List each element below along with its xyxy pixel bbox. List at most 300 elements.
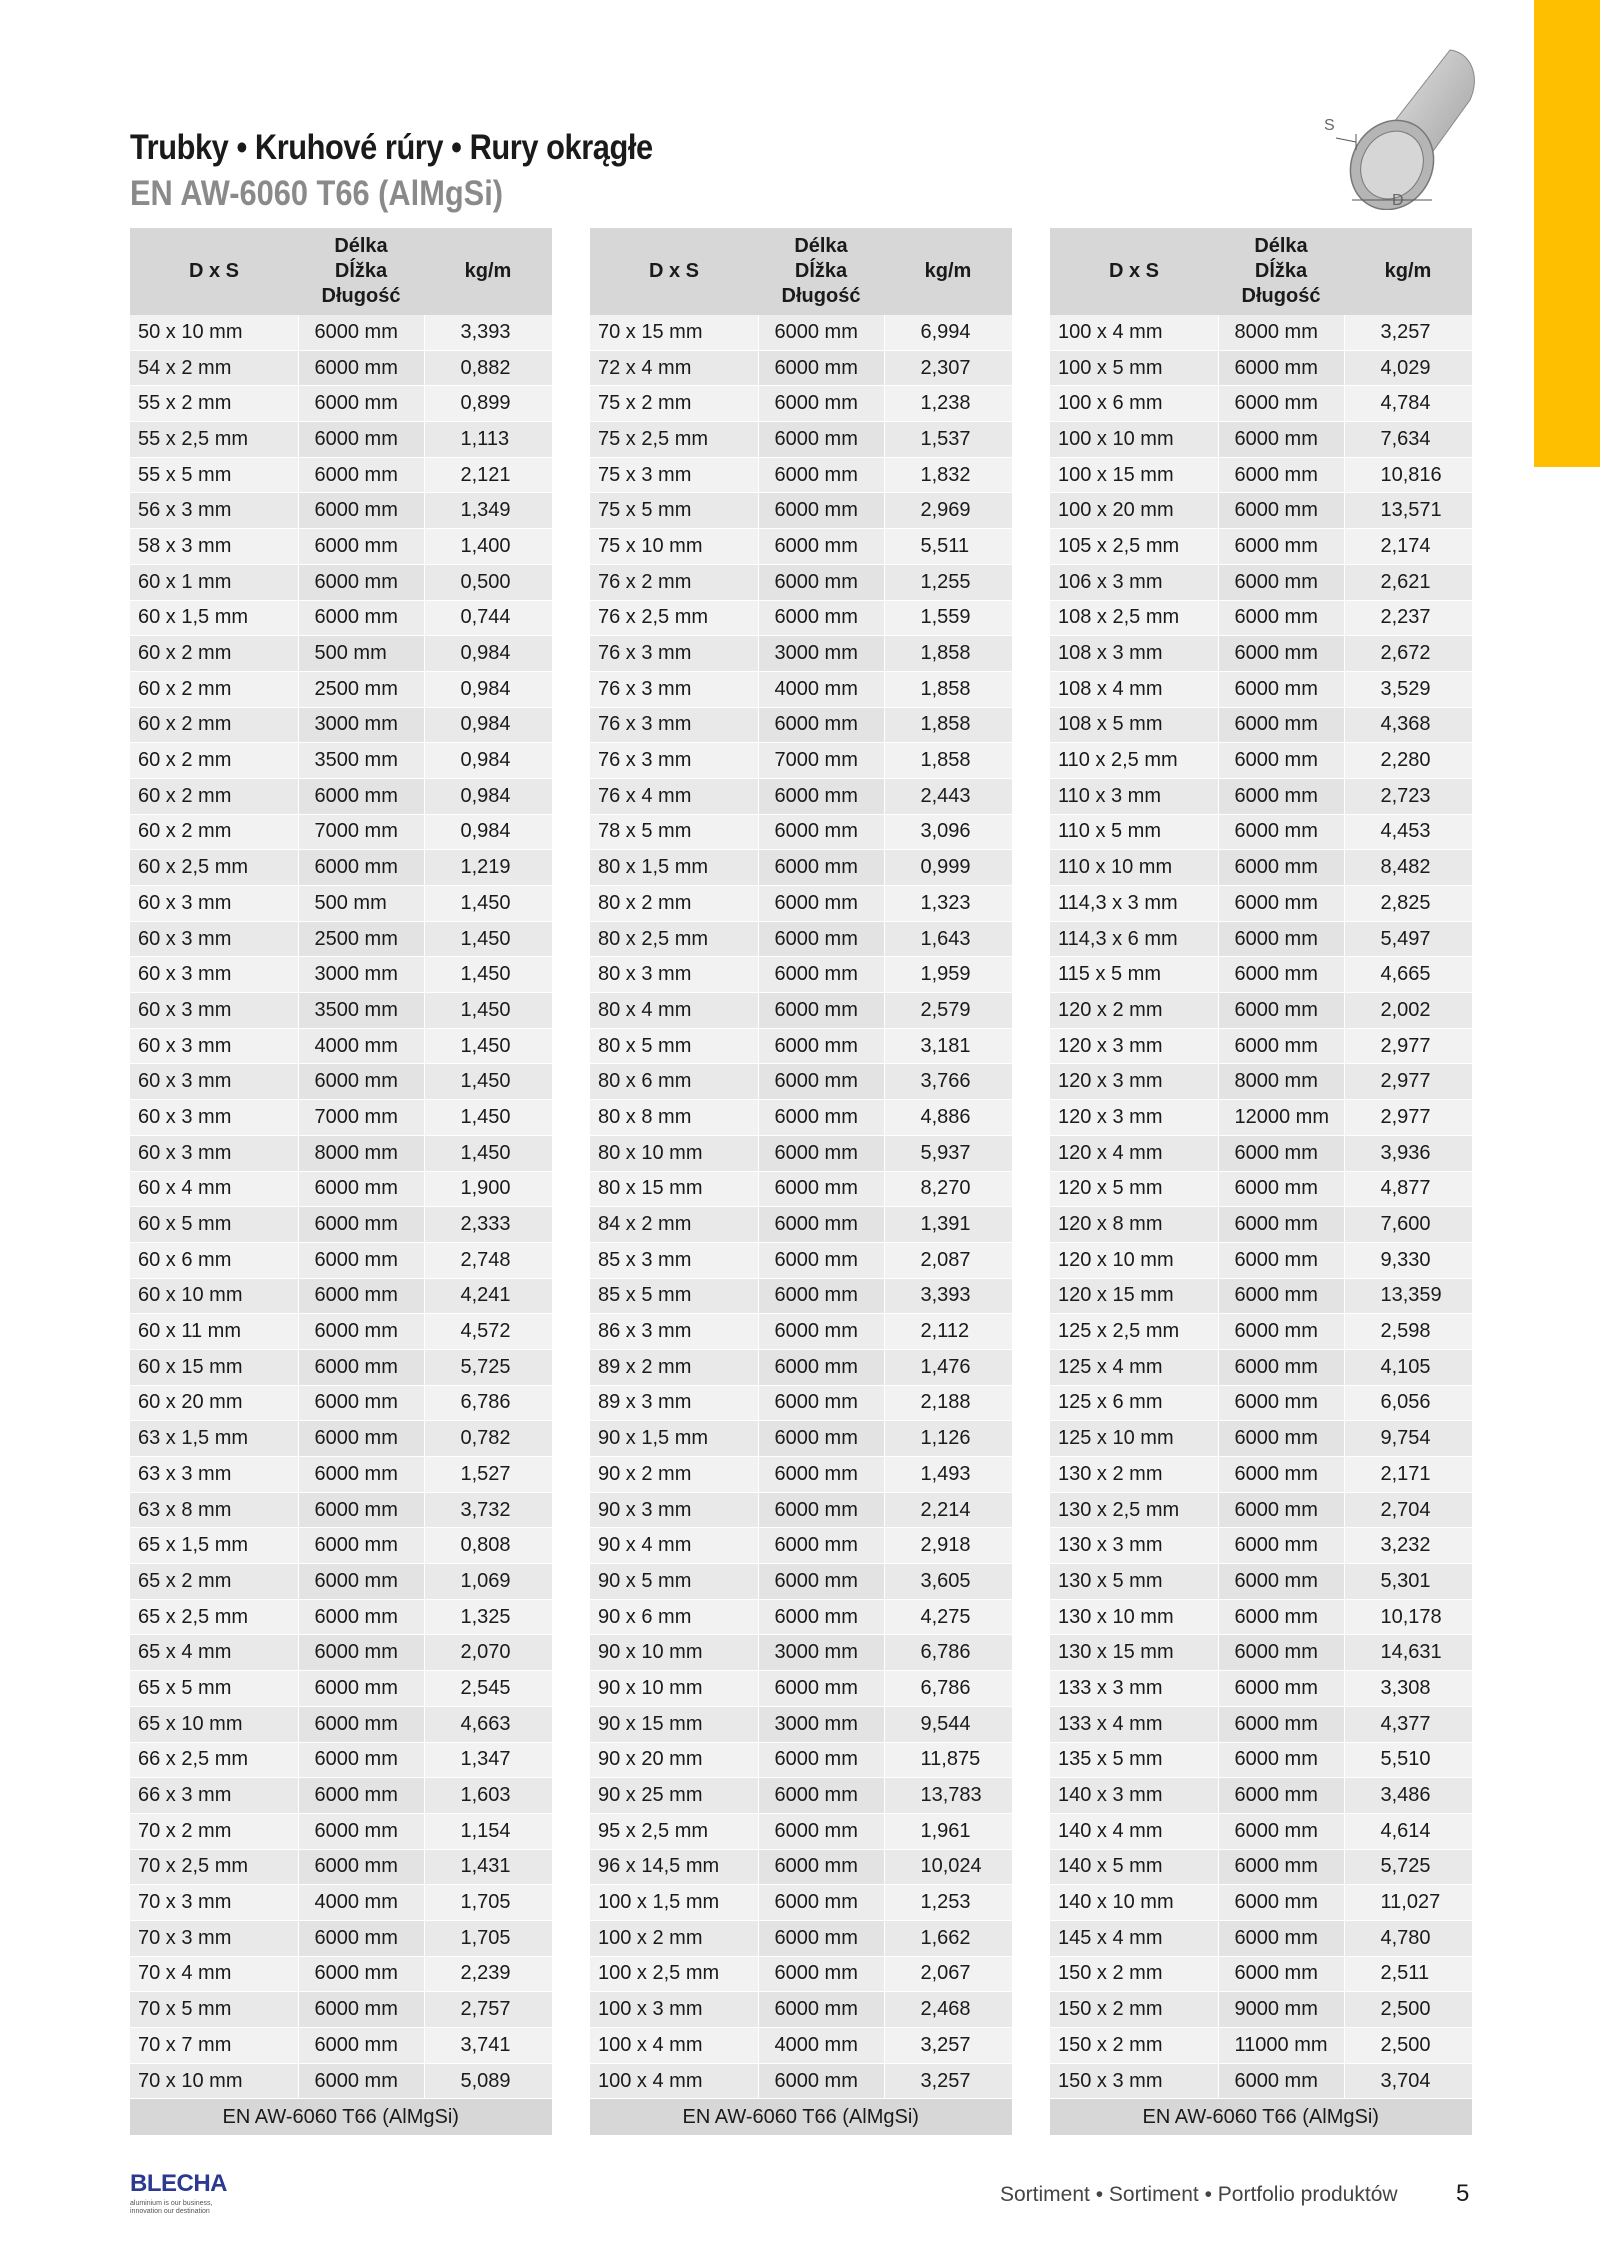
- cell-length: 4000 mm: [298, 1028, 424, 1064]
- cell-kgm: 6,786: [884, 1635, 1012, 1671]
- table-row: [590, 1956, 1012, 1992]
- cell-length: 6000 mm: [1218, 1920, 1344, 1956]
- col-dxs: D x S: [130, 228, 298, 315]
- cell-dxs: 70 x 2,5 mm: [130, 1849, 298, 1885]
- cell-kgm: 1,431: [424, 1849, 552, 1885]
- table-row: [1050, 1314, 1472, 1350]
- cell-length: 6000 mm: [298, 1064, 424, 1100]
- table-row: [130, 1064, 552, 1100]
- cell-length: 6000 mm: [758, 1242, 884, 1278]
- table-row: [590, 671, 1012, 707]
- cell-length: 6000 mm: [1218, 707, 1344, 743]
- cell-kgm: 4,029: [1344, 350, 1472, 386]
- page-number: 5: [1456, 2180, 1470, 2207]
- cell-length: 6000 mm: [298, 778, 424, 814]
- cell-kgm: 2,621: [1344, 564, 1472, 600]
- table-row: [1050, 993, 1472, 1029]
- table-row: [1050, 1457, 1472, 1493]
- cell-dxs: 85 x 5 mm: [590, 1278, 758, 1314]
- cell-length: 500 mm: [298, 636, 424, 672]
- cell-dxs: 105 x 2,5 mm: [1050, 529, 1218, 565]
- cell-length: 8000 mm: [1218, 315, 1344, 350]
- table-row: [130, 1028, 552, 1064]
- cell-length: 3000 mm: [298, 707, 424, 743]
- table-row: [590, 707, 1012, 743]
- cell-kgm: 2,598: [1344, 1314, 1472, 1350]
- cell-length: 6000 mm: [1218, 1242, 1344, 1278]
- cell-kgm: 10,816: [1344, 457, 1472, 493]
- cell-length: 6000 mm: [758, 1992, 884, 2028]
- table-row: [590, 1064, 1012, 1100]
- cell-kgm: 3,257: [884, 2028, 1012, 2064]
- cell-dxs: 60 x 6 mm: [130, 1242, 298, 1278]
- cell-length: 6000 mm: [758, 1956, 884, 1992]
- cell-dxs: 65 x 2 mm: [130, 1564, 298, 1600]
- cell-dxs: 100 x 2,5 mm: [590, 1956, 758, 1992]
- table-row: [130, 1278, 552, 1314]
- cell-dxs: 125 x 4 mm: [1050, 1349, 1218, 1385]
- cell-kgm: 1,858: [884, 671, 1012, 707]
- table-row: [130, 886, 552, 922]
- cell-kgm: 6,786: [884, 1671, 1012, 1707]
- cell-dxs: 65 x 1,5 mm: [130, 1528, 298, 1564]
- cell-dxs: 63 x 3 mm: [130, 1457, 298, 1493]
- cell-dxs: 60 x 3 mm: [130, 921, 298, 957]
- table-row: [590, 457, 1012, 493]
- cell-dxs: 60 x 10 mm: [130, 1278, 298, 1314]
- cell-kgm: 3,704: [1344, 2063, 1472, 2099]
- cell-dxs: 130 x 3 mm: [1050, 1528, 1218, 1564]
- cell-length: 6000 mm: [298, 1242, 424, 1278]
- cell-length: 6000 mm: [298, 1956, 424, 1992]
- table-row: [130, 850, 552, 886]
- cell-kgm: 5,511: [884, 529, 1012, 565]
- cell-kgm: 2,002: [1344, 993, 1472, 1029]
- cell-dxs: 125 x 2,5 mm: [1050, 1314, 1218, 1350]
- table-row: [130, 671, 552, 707]
- cell-kgm: 0,744: [424, 600, 552, 636]
- cell-dxs: 55 x 2 mm: [130, 386, 298, 422]
- cell-dxs: 66 x 2,5 mm: [130, 1742, 298, 1778]
- cell-length: 6000 mm: [298, 2063, 424, 2099]
- cell-kgm: 1,450: [424, 886, 552, 922]
- cell-length: 6000 mm: [298, 493, 424, 529]
- cell-dxs: 90 x 10 mm: [590, 1671, 758, 1707]
- table-row: [1050, 1742, 1472, 1778]
- cell-length: 6000 mm: [1218, 457, 1344, 493]
- cell-dxs: 114,3 x 6 mm: [1050, 921, 1218, 957]
- cell-length: 6000 mm: [758, 1385, 884, 1421]
- table-row: [130, 1778, 552, 1814]
- cell-dxs: 60 x 20 mm: [130, 1385, 298, 1421]
- cell-kgm: 4,377: [1344, 1706, 1472, 1742]
- cell-length: 6000 mm: [298, 1992, 424, 2028]
- table-row: [590, 1920, 1012, 1956]
- cell-dxs: 120 x 3 mm: [1050, 1100, 1218, 1136]
- table-row: [1050, 1207, 1472, 1243]
- cell-kgm: 0,984: [424, 707, 552, 743]
- cell-kgm: 1,349: [424, 493, 552, 529]
- cell-kgm: 0,984: [424, 778, 552, 814]
- cell-dxs: 100 x 20 mm: [1050, 493, 1218, 529]
- cell-dxs: 140 x 4 mm: [1050, 1813, 1218, 1849]
- cell-kgm: 5,089: [424, 2063, 552, 2099]
- cell-dxs: 120 x 15 mm: [1050, 1278, 1218, 1314]
- cell-kgm: 4,877: [1344, 1171, 1472, 1207]
- cell-length: 6000 mm: [758, 1028, 884, 1064]
- cell-kgm: 3,766: [884, 1064, 1012, 1100]
- table-row: [130, 1171, 552, 1207]
- cell-length: 11000 mm: [1218, 2028, 1344, 2064]
- cell-dxs: 106 x 3 mm: [1050, 564, 1218, 600]
- table-row: [1050, 1278, 1472, 1314]
- cell-kgm: 3,393: [424, 315, 552, 350]
- cell-length: 6000 mm: [298, 1457, 424, 1493]
- cell-dxs: 66 x 3 mm: [130, 1778, 298, 1814]
- cell-dxs: 140 x 3 mm: [1050, 1778, 1218, 1814]
- logo-name: BLECHA: [130, 2170, 227, 2197]
- cell-length: 6000 mm: [758, 315, 884, 350]
- cell-length: 6000 mm: [298, 564, 424, 600]
- cell-dxs: 135 x 5 mm: [1050, 1742, 1218, 1778]
- table-row: [590, 1635, 1012, 1671]
- cell-length: 6000 mm: [298, 315, 424, 350]
- cell-length: 6000 mm: [1218, 1671, 1344, 1707]
- cell-length: 9000 mm: [1218, 1992, 1344, 2028]
- cell-dxs: 75 x 10 mm: [590, 529, 758, 565]
- page-title: Trubky • Kruhové rúry • Rury okrągłe: [130, 128, 653, 167]
- cell-dxs: 110 x 3 mm: [1050, 778, 1218, 814]
- cell-kgm: 1,154: [424, 1813, 552, 1849]
- tube-table-1: [130, 228, 553, 2136]
- cell-dxs: 140 x 10 mm: [1050, 1885, 1218, 1921]
- cell-dxs: 54 x 2 mm: [130, 350, 298, 386]
- table-row: [1050, 671, 1472, 707]
- cell-dxs: 60 x 2 mm: [130, 814, 298, 850]
- cell-kgm: 1,253: [884, 1885, 1012, 1921]
- cell-length: 6000 mm: [298, 1207, 424, 1243]
- cell-dxs: 90 x 4 mm: [590, 1528, 758, 1564]
- table-row: [1050, 1349, 1472, 1385]
- table-row: [1050, 1599, 1472, 1635]
- table-row: [130, 1992, 552, 2028]
- cell-dxs: 80 x 4 mm: [590, 993, 758, 1029]
- cell-length: 6000 mm: [1218, 1421, 1344, 1457]
- table-row: [1050, 1885, 1472, 1921]
- cell-length: 3500 mm: [298, 743, 424, 779]
- table-row: [130, 1421, 552, 1457]
- cell-length: 6000 mm: [758, 1349, 884, 1385]
- cell-length: 6000 mm: [1218, 493, 1344, 529]
- cell-kgm: 5,725: [1344, 1849, 1472, 1885]
- cell-length: 6000 mm: [298, 1314, 424, 1350]
- table-row: [130, 493, 552, 529]
- cell-kgm: 0,882: [424, 350, 552, 386]
- table-row: [130, 1314, 552, 1350]
- table-row: [130, 1635, 552, 1671]
- tube-table-3: [1050, 228, 1473, 2136]
- table-row: [590, 1813, 1012, 1849]
- cell-dxs: 150 x 3 mm: [1050, 2063, 1218, 2099]
- cell-kgm: 6,056: [1344, 1385, 1472, 1421]
- cell-kgm: 5,301: [1344, 1564, 1472, 1600]
- cell-length: 6000 mm: [758, 778, 884, 814]
- cell-dxs: 65 x 10 mm: [130, 1706, 298, 1742]
- cell-length: 6000 mm: [758, 921, 884, 957]
- cell-dxs: 120 x 8 mm: [1050, 1207, 1218, 1243]
- cell-length: 4000 mm: [298, 1885, 424, 1921]
- cell-kgm: 2,307: [884, 350, 1012, 386]
- table-row: [130, 1849, 552, 1885]
- col-kgm: kg/m: [884, 228, 1012, 315]
- table-row: [590, 1564, 1012, 1600]
- cell-kgm: 1,450: [424, 1135, 552, 1171]
- cell-kgm: 13,571: [1344, 493, 1472, 529]
- cell-length: 6000 mm: [1218, 2063, 1344, 2099]
- cell-length: 6000 mm: [1218, 564, 1344, 600]
- cell-dxs: 60 x 3 mm: [130, 1100, 298, 1136]
- table-footer: EN AW-6060 T66 (AlMgSi): [130, 2099, 552, 2136]
- table-row: [590, 1457, 1012, 1493]
- table-footer: EN AW-6060 T66 (AlMgSi): [1050, 2099, 1472, 2136]
- cell-length: 6000 mm: [758, 350, 884, 386]
- cell-kgm: 4,572: [424, 1314, 552, 1350]
- cell-kgm: 0,808: [424, 1528, 552, 1564]
- cell-length: 6000 mm: [758, 1171, 884, 1207]
- cell-length: 7000 mm: [758, 743, 884, 779]
- cell-length: 6000 mm: [758, 957, 884, 993]
- table-row: [590, 1885, 1012, 1921]
- cell-length: 6000 mm: [1218, 1849, 1344, 1885]
- cell-dxs: 75 x 2,5 mm: [590, 422, 758, 458]
- cell-length: 6000 mm: [758, 850, 884, 886]
- cell-dxs: 96 x 14,5 mm: [590, 1849, 758, 1885]
- table-row: [1050, 957, 1472, 993]
- cell-kgm: 7,600: [1344, 1207, 1472, 1243]
- cell-kgm: 4,614: [1344, 1813, 1472, 1849]
- table-row: [1050, 778, 1472, 814]
- cell-length: 6000 mm: [1218, 1742, 1344, 1778]
- table-row: [130, 1742, 552, 1778]
- cell-dxs: 100 x 2 mm: [590, 1920, 758, 1956]
- cell-length: 6000 mm: [1218, 422, 1344, 458]
- cell-length: 6000 mm: [298, 1564, 424, 1600]
- cell-dxs: 60 x 11 mm: [130, 1314, 298, 1350]
- cell-kgm: 4,784: [1344, 386, 1472, 422]
- cell-dxs: 110 x 10 mm: [1050, 850, 1218, 886]
- page-footer-text: Sortiment • Sortiment • Portfolio produktów: [1000, 2183, 1398, 2206]
- table-row: [590, 1528, 1012, 1564]
- cell-kgm: 3,232: [1344, 1528, 1472, 1564]
- cell-dxs: 76 x 3 mm: [590, 636, 758, 672]
- table-row: [1050, 1171, 1472, 1207]
- cell-dxs: 76 x 3 mm: [590, 707, 758, 743]
- cell-kgm: 13,783: [884, 1778, 1012, 1814]
- cell-kgm: 9,544: [884, 1706, 1012, 1742]
- cell-kgm: 1,126: [884, 1421, 1012, 1457]
- cell-dxs: 120 x 4 mm: [1050, 1135, 1218, 1171]
- table-row: [1050, 2063, 1472, 2099]
- cell-kgm: 6,994: [884, 315, 1012, 350]
- cell-kgm: 2,977: [1344, 1100, 1472, 1136]
- cell-kgm: 1,858: [884, 707, 1012, 743]
- cell-length: 6000 mm: [1218, 814, 1344, 850]
- table-row: [130, 564, 552, 600]
- cell-length: 6000 mm: [1218, 1956, 1344, 1992]
- cell-dxs: 55 x 5 mm: [130, 457, 298, 493]
- cell-length: 6000 mm: [1218, 921, 1344, 957]
- cell-dxs: 80 x 15 mm: [590, 1171, 758, 1207]
- cell-kgm: 2,070: [424, 1635, 552, 1671]
- cell-length: 6000 mm: [758, 814, 884, 850]
- cell-kgm: 3,605: [884, 1564, 1012, 1600]
- table-row: [590, 886, 1012, 922]
- cell-length: 6000 mm: [758, 1100, 884, 1136]
- cell-kgm: 3,096: [884, 814, 1012, 850]
- cell-length: 7000 mm: [298, 814, 424, 850]
- table-row: [1050, 1992, 1472, 2028]
- cell-kgm: 11,875: [884, 1742, 1012, 1778]
- table-row: [590, 2063, 1012, 2099]
- table-row: [590, 1671, 1012, 1707]
- cell-kgm: 1,069: [424, 1564, 552, 1600]
- table-row: [590, 564, 1012, 600]
- table-row: [1050, 1635, 1472, 1671]
- table-row: [130, 386, 552, 422]
- table-row: [130, 921, 552, 957]
- cell-kgm: 4,105: [1344, 1349, 1472, 1385]
- cell-kgm: 1,450: [424, 1028, 552, 1064]
- cell-dxs: 85 x 3 mm: [590, 1242, 758, 1278]
- cell-dxs: 60 x 4 mm: [130, 1171, 298, 1207]
- cell-dxs: 130 x 5 mm: [1050, 1564, 1218, 1600]
- cell-dxs: 80 x 5 mm: [590, 1028, 758, 1064]
- table-row: [1050, 743, 1472, 779]
- cell-dxs: 100 x 10 mm: [1050, 422, 1218, 458]
- cell-dxs: 80 x 3 mm: [590, 957, 758, 993]
- table-row: [590, 1421, 1012, 1457]
- cell-length: 6000 mm: [758, 1742, 884, 1778]
- cell-dxs: 65 x 4 mm: [130, 1635, 298, 1671]
- cell-kgm: 1,347: [424, 1742, 552, 1778]
- cell-dxs: 110 x 5 mm: [1050, 814, 1218, 850]
- cell-kgm: 5,497: [1344, 921, 1472, 957]
- table-row: [130, 1671, 552, 1707]
- cell-kgm: 1,705: [424, 1920, 552, 1956]
- table-row: [590, 1849, 1012, 1885]
- cell-length: 6000 mm: [758, 1813, 884, 1849]
- table-row: [130, 707, 552, 743]
- cell-kgm: 1,219: [424, 850, 552, 886]
- table-row: [130, 600, 552, 636]
- label-d: D: [1392, 192, 1404, 209]
- cell-length: 6000 mm: [298, 1813, 424, 1849]
- cell-dxs: 60 x 3 mm: [130, 886, 298, 922]
- table-row: [1050, 564, 1472, 600]
- yellow-side-tab: [1534, 0, 1600, 467]
- cell-kgm: 1,537: [884, 422, 1012, 458]
- cell-length: 6000 mm: [1218, 886, 1344, 922]
- cell-dxs: 150 x 2 mm: [1050, 2028, 1218, 2064]
- table-row: [130, 743, 552, 779]
- cell-dxs: 70 x 2 mm: [130, 1813, 298, 1849]
- cell-dxs: 108 x 2,5 mm: [1050, 600, 1218, 636]
- cell-length: 6000 mm: [298, 1528, 424, 1564]
- cell-dxs: 60 x 2 mm: [130, 743, 298, 779]
- table-row: [1050, 386, 1472, 422]
- cell-kgm: 7,634: [1344, 422, 1472, 458]
- table-row: [590, 1242, 1012, 1278]
- cell-kgm: 4,368: [1344, 707, 1472, 743]
- cell-kgm: 2,174: [1344, 529, 1472, 565]
- table-row: [1050, 1778, 1472, 1814]
- cell-kgm: 3,393: [884, 1278, 1012, 1314]
- cell-dxs: 108 x 5 mm: [1050, 707, 1218, 743]
- cell-length: 6000 mm: [758, 886, 884, 922]
- table-row: [1050, 1920, 1472, 1956]
- cell-dxs: 80 x 6 mm: [590, 1064, 758, 1100]
- cell-kgm: 4,663: [424, 1706, 552, 1742]
- table-row: [590, 636, 1012, 672]
- cell-dxs: 70 x 7 mm: [130, 2028, 298, 2064]
- blecha-logo: [130, 2170, 240, 2216]
- cell-length: 6000 mm: [1218, 636, 1344, 672]
- cell-kgm: 1,255: [884, 564, 1012, 600]
- cell-dxs: 140 x 5 mm: [1050, 1849, 1218, 1885]
- cell-length: 2500 mm: [298, 671, 424, 707]
- cell-dxs: 76 x 3 mm: [590, 743, 758, 779]
- cell-dxs: 90 x 3 mm: [590, 1492, 758, 1528]
- cell-dxs: 80 x 2 mm: [590, 886, 758, 922]
- cell-dxs: 115 x 5 mm: [1050, 957, 1218, 993]
- table-row: [1050, 493, 1472, 529]
- table-row: [130, 1492, 552, 1528]
- cell-kgm: 2,704: [1344, 1492, 1472, 1528]
- table-footer: EN AW-6060 T66 (AlMgSi): [590, 2099, 1012, 2136]
- cell-dxs: 70 x 10 mm: [130, 2063, 298, 2099]
- cell-length: 6000 mm: [1218, 1635, 1344, 1671]
- cell-dxs: 60 x 2 mm: [130, 671, 298, 707]
- cell-dxs: 125 x 10 mm: [1050, 1421, 1218, 1457]
- col-kgm: kg/m: [424, 228, 552, 315]
- cell-kgm: 1,662: [884, 1920, 1012, 1956]
- cell-kgm: 2,188: [884, 1385, 1012, 1421]
- cell-kgm: 1,450: [424, 1064, 552, 1100]
- cell-kgm: 2,087: [884, 1242, 1012, 1278]
- cell-kgm: 2,280: [1344, 743, 1472, 779]
- cell-dxs: 100 x 3 mm: [590, 1992, 758, 2028]
- table-row: [590, 1742, 1012, 1778]
- cell-length: 6000 mm: [1218, 993, 1344, 1029]
- cell-kgm: 2,333: [424, 1207, 552, 1243]
- table-row: [590, 743, 1012, 779]
- cell-length: 6000 mm: [1218, 1278, 1344, 1314]
- cell-dxs: 130 x 15 mm: [1050, 1635, 1218, 1671]
- cell-dxs: 50 x 10 mm: [130, 315, 298, 350]
- cell-length: 6000 mm: [1218, 850, 1344, 886]
- table-row: [130, 993, 552, 1029]
- table-row: [1050, 814, 1472, 850]
- cell-kgm: 1,476: [884, 1349, 1012, 1385]
- table-row: [130, 636, 552, 672]
- cell-dxs: 100 x 6 mm: [1050, 386, 1218, 422]
- cell-length: 6000 mm: [758, 1778, 884, 1814]
- cell-length: 3000 mm: [758, 1635, 884, 1671]
- cell-dxs: 75 x 2 mm: [590, 386, 758, 422]
- table-row: [590, 921, 1012, 957]
- cell-kgm: 13,359: [1344, 1278, 1472, 1314]
- cell-kgm: 1,527: [424, 1457, 552, 1493]
